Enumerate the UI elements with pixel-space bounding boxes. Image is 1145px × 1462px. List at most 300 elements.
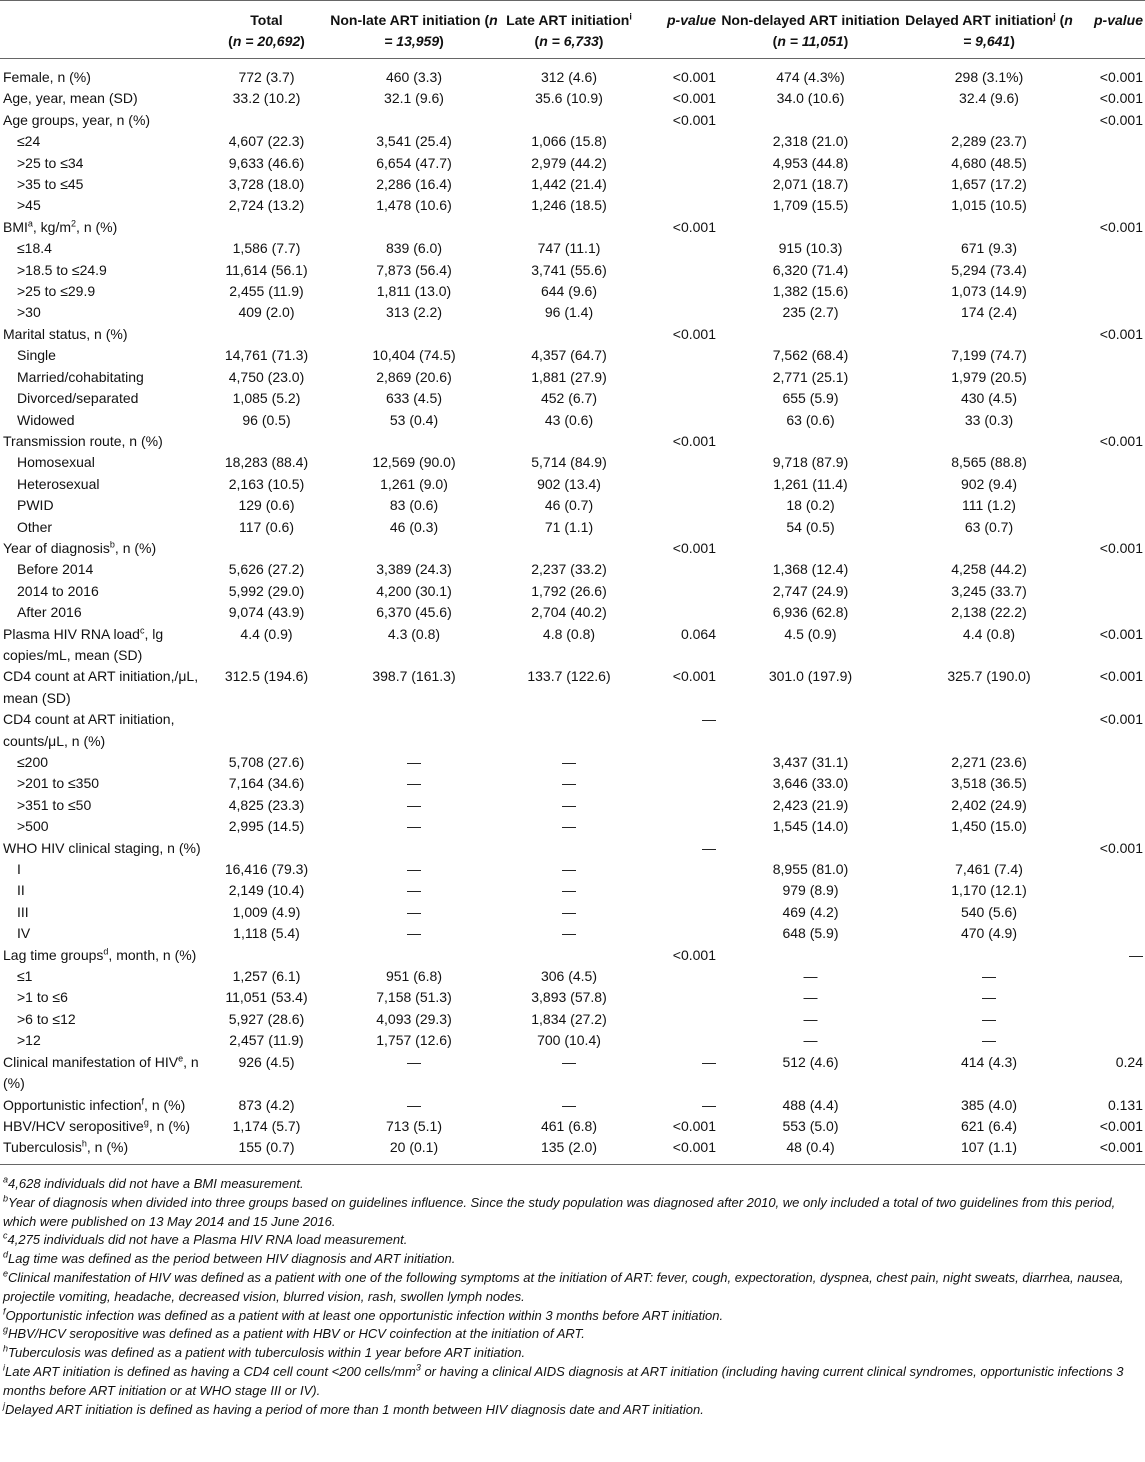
value-cell: 16,416 (79.3): [224, 861, 309, 878]
p-value-cell: <0.001: [1099, 839, 1143, 856]
value-cell: [205, 431, 328, 452]
row-label: [0, 838, 205, 859]
value-cell: —: [562, 882, 576, 899]
p-value-cell: [1075, 238, 1145, 259]
value-cell: —: [562, 754, 576, 770]
row-label-text: Before 2014: [17, 561, 94, 578]
p-value-cell: <0.001: [672, 111, 716, 128]
table-row: [0, 902, 1145, 923]
row-label-text: >25 to ≤29.9: [17, 283, 96, 300]
value-cell: 1,834 (27.2): [531, 1010, 607, 1027]
value-cell: 671 (9.3): [960, 240, 1018, 257]
header-delayed-n: n = 9,641: [963, 12, 1073, 49]
table-row: [0, 1137, 1145, 1164]
row-label-text: >12: [17, 1032, 41, 1049]
table-row: [0, 1116, 1145, 1137]
p-value-cell: 0.131: [1107, 1096, 1143, 1113]
value-cell: 7,158 (51.3): [376, 989, 452, 1006]
header-variable: [0, 1, 205, 59]
p-value-cell: [1075, 966, 1145, 987]
row-label-text: Transmission route, n (%): [3, 432, 163, 449]
value-cell: 96 (1.4): [544, 304, 594, 321]
row-label: [0, 345, 205, 366]
value-cell: —: [407, 796, 421, 813]
value-cell: —: [407, 925, 421, 942]
table-row: [0, 217, 1145, 238]
p-value-cell: [638, 260, 718, 281]
table-row: [0, 538, 1145, 559]
value-cell: 96 (0.5): [242, 411, 291, 428]
value-cell: 48 (0.4): [718, 1137, 903, 1164]
header-non-late-label: Non-late ART initiation: [330, 12, 481, 28]
row-label-text: CD4 count at ART initiation, counts/μL, n (%): [3, 711, 175, 749]
value-cell: 312 (4.6): [540, 69, 598, 85]
p-value-cell: <0.001: [638, 1137, 718, 1164]
p-value-cell: [1075, 795, 1145, 816]
row-label-text: After 2016: [17, 604, 82, 621]
value-cell: 2,704 (40.2): [531, 604, 607, 621]
value-cell: 2,271 (23.6): [951, 754, 1027, 770]
p-value-cell: [638, 902, 718, 923]
value-cell: 4,750 (23.0): [228, 368, 305, 385]
value-cell: 3,518 (36.5): [951, 775, 1027, 792]
value-cell: 2,995 (14.5): [228, 818, 305, 835]
value-cell: [500, 217, 638, 238]
p-value-cell: —: [702, 1096, 716, 1113]
p-value-cell: —: [702, 839, 716, 856]
value-cell: [718, 945, 903, 966]
value-cell: 3,893 (57.8): [531, 989, 607, 1006]
value-cell: [205, 538, 328, 559]
row-label-text: >500: [17, 818, 49, 835]
p-value-cell: <0.001: [1099, 218, 1143, 235]
row-label-text: Homosexual: [17, 454, 95, 471]
row-label-text: , kg/m: [32, 218, 72, 235]
value-cell: 129 (0.6): [238, 497, 295, 514]
p-value-cell: [1075, 345, 1145, 366]
row-label-text: Clinical manifestation of HIV: [3, 1053, 179, 1070]
value-cell: 1,261 (9.0): [380, 475, 448, 492]
value-cell: 20 (0.1): [328, 1137, 500, 1164]
table-row: [0, 238, 1145, 259]
value-cell: 107 (1.1): [903, 1137, 1075, 1164]
value-cell: —: [407, 1096, 421, 1113]
value-cell: 1,066 (15.8): [531, 133, 607, 150]
table-row: [0, 624, 1145, 667]
p-value-cell: [638, 345, 718, 366]
value-cell: 6,320 (71.4): [772, 261, 849, 278]
row-label: [0, 88, 205, 109]
footnote: [3, 1269, 1141, 1307]
value-cell: 63 (0.7): [964, 518, 1014, 535]
value-cell: [205, 838, 328, 859]
value-cell: 34.0 (10.6): [776, 90, 845, 107]
row-label: [0, 59, 205, 89]
header-non-delayed-n: n = 11,051: [777, 33, 844, 49]
row-label-text: IV: [17, 925, 31, 942]
row-label-text: Single: [17, 347, 56, 364]
row-label-text: Married/cohabitating: [17, 368, 144, 385]
row-label-text: Divorced/separated: [17, 390, 139, 407]
value-cell: 3,741 (55.6): [531, 261, 607, 278]
value-cell: 4,607 (22.3): [228, 133, 305, 150]
footnote: [3, 1250, 1141, 1269]
value-cell: 4.3 (0.8): [387, 625, 441, 642]
footnote-mark: g: [3, 1325, 9, 1336]
footnote-mark: b: [3, 1193, 9, 1204]
row-label: [0, 902, 205, 923]
value-cell: 1,792 (26.6): [531, 582, 607, 599]
header-pvalue-2-label: p-value: [1093, 12, 1143, 28]
value-cell: 18 (0.2): [786, 497, 835, 514]
table-row: [0, 1009, 1145, 1030]
header-delayed: Delayed ART initiation$^j$ (n = 9,641): [903, 1, 1075, 59]
value-cell: 3,389 (24.3): [376, 561, 452, 578]
value-cell: 155 (0.7): [205, 1137, 328, 1164]
row-label-text: III: [17, 903, 29, 920]
p-value-cell: —: [702, 1053, 716, 1070]
value-cell: 4,093 (29.3): [376, 1010, 452, 1027]
value-cell: [328, 110, 500, 131]
value-cell: 117 (0.6): [239, 518, 294, 535]
table-row: [0, 709, 1145, 752]
row-label-text: 2014 to 2016: [17, 582, 99, 599]
value-cell: 4,953 (44.8): [772, 154, 849, 171]
row-label: [0, 581, 205, 602]
table-row: [0, 174, 1145, 195]
row-label: [0, 923, 205, 944]
value-cell: —: [407, 861, 421, 878]
value-cell: —: [407, 754, 421, 770]
value-cell: 18,283 (88.4): [224, 454, 309, 471]
row-label: [0, 1116, 205, 1137]
value-cell: 644 (9.6): [540, 283, 598, 300]
header-late-label: Late ART initiation: [506, 12, 630, 28]
value-cell: [500, 945, 638, 966]
row-label-text: >18.5 to ≤24.9: [17, 261, 107, 278]
value-cell: [328, 709, 500, 752]
row-label: [0, 795, 205, 816]
value-cell: 5,992 (29.0): [228, 582, 305, 599]
row-label-text: , month, n (%): [108, 946, 197, 963]
value-cell: 2,423 (21.9): [772, 796, 849, 813]
p-value-cell: [638, 153, 718, 174]
value-cell: 633 (4.5): [385, 390, 443, 407]
table-row: [0, 474, 1145, 495]
row-label: [0, 302, 205, 323]
table-body: [0, 59, 1145, 1165]
value-cell: 2,286 (16.4): [376, 176, 452, 193]
value-cell: 53 (0.4): [389, 411, 439, 428]
value-cell: 301.0 (197.9): [768, 668, 853, 685]
p-value-cell: [1075, 987, 1145, 1008]
value-cell: 8,565 (88.8): [951, 454, 1027, 471]
p-value-cell: [1075, 302, 1145, 323]
p-value-cell: [1075, 388, 1145, 409]
value-cell: 133.7 (122.6): [527, 668, 611, 685]
p-value-cell: [638, 517, 718, 538]
footnote: [3, 1344, 1141, 1363]
value-cell: [205, 324, 328, 345]
row-label: [0, 1030, 205, 1051]
value-cell: [205, 709, 328, 752]
row-label: [0, 195, 205, 216]
value-cell: 4.5 (0.9): [784, 625, 837, 642]
value-cell: 2,289 (23.7): [951, 133, 1027, 150]
p-value-cell: [1075, 517, 1145, 538]
p-value-cell: [638, 966, 718, 987]
value-cell: [205, 110, 328, 131]
value-cell: 1,382 (15.6): [772, 283, 849, 300]
value-cell: 2,237 (33.2): [531, 561, 607, 578]
value-cell: 409 (2.0): [238, 304, 295, 321]
table-row: [0, 153, 1145, 174]
value-cell: 540 (5.6): [960, 903, 1018, 920]
value-cell: —: [562, 925, 576, 942]
footnote: [3, 1325, 1141, 1344]
row-label-text: ≤200: [17, 754, 49, 770]
p-value-cell: [1075, 880, 1145, 901]
row-label: [0, 709, 205, 752]
footnote-text: Late ART initiation is defined as having a CD4 cell count <200 cells/mm: [5, 1363, 416, 1379]
row-label: [0, 474, 205, 495]
row-label: [0, 431, 205, 452]
value-cell: —: [803, 968, 818, 985]
table-row: [0, 795, 1145, 816]
value-cell: [718, 431, 903, 452]
p-value-cell: <0.001: [672, 432, 716, 449]
value-cell: 8,955 (81.0): [772, 861, 849, 878]
footnote-text: Delayed ART initiation is defined as having a period of more than 1 month between HIV diagnosis date and ART initiation.: [5, 1401, 704, 1417]
value-cell: —: [803, 989, 818, 1006]
table-row: [0, 431, 1145, 452]
value-cell: 174 (2.4): [960, 304, 1018, 321]
header-non-delayed: Non-delayed ART initiation (n = 11,051): [718, 1, 903, 59]
table-row: [0, 388, 1145, 409]
value-cell: —: [562, 775, 576, 792]
value-cell: 11,051 (53.4): [225, 989, 308, 1006]
value-cell: —: [562, 861, 576, 878]
footnote: [3, 1401, 1141, 1420]
value-cell: [328, 324, 500, 345]
p-value-cell: [1075, 859, 1145, 880]
value-cell: 713 (5.1): [385, 1117, 443, 1134]
value-cell: 5,626 (27.2): [228, 561, 305, 578]
value-cell: [718, 324, 903, 345]
header-non-late-n: n = 13,959: [384, 12, 498, 49]
value-cell: 1,174 (5.7): [232, 1117, 301, 1134]
value-cell: 4.8 (0.8): [542, 625, 596, 642]
table-row: [0, 131, 1145, 152]
value-cell: 32.1 (9.6): [384, 90, 444, 107]
p-value-cell: [1075, 816, 1145, 837]
p-value-cell: [1075, 1030, 1145, 1051]
row-label-text: >25 to ≤34: [17, 154, 84, 171]
value-cell: [718, 709, 903, 752]
header-total-n: n = 20,692: [232, 33, 301, 49]
row-label-text: Other: [17, 518, 53, 535]
row-label: [0, 538, 205, 559]
value-cell: —: [803, 1010, 818, 1027]
p-value-cell: [638, 559, 718, 580]
value-cell: [328, 538, 500, 559]
value-cell: 4,258 (44.2): [951, 561, 1027, 578]
value-cell: 111 (1.2): [962, 497, 1016, 514]
value-cell: 35.6 (10.9): [535, 90, 603, 107]
row-label: [0, 388, 205, 409]
row-label: [0, 945, 205, 966]
p-value-cell: [638, 1009, 718, 1030]
p-value-cell: <0.001: [1099, 90, 1143, 107]
row-label-text: , lg copies/mL, mean (SD): [3, 625, 164, 663]
header-delayed-label: Delayed ART initiation: [905, 12, 1054, 28]
row-label-text: , n (%): [148, 1117, 191, 1134]
row-label-text: >6 to ≤12: [17, 1010, 76, 1027]
value-cell: 14,761 (71.3): [224, 347, 309, 364]
p-value-cell: [638, 773, 718, 794]
table-row: [0, 987, 1145, 1008]
value-cell: 1,015 (10.5): [951, 197, 1027, 214]
table-row: [0, 495, 1145, 516]
row-label: [0, 773, 205, 794]
row-label-text: Heterosexual: [17, 475, 100, 492]
footnote-text: 4,628 individuals did not have a BMI measurement.: [8, 1176, 304, 1191]
value-cell: [903, 217, 1075, 238]
p-value-cell: [638, 238, 718, 259]
value-cell: 460 (3.3): [385, 69, 443, 85]
value-cell: —: [982, 968, 996, 985]
row-label-text: Opportunistic infection: [3, 1096, 142, 1113]
table-row: [0, 923, 1145, 944]
p-value-cell: [638, 495, 718, 516]
p-value-cell: <0.001: [672, 668, 716, 685]
p-value-cell: 0.064: [680, 625, 716, 642]
table-row: [0, 367, 1145, 388]
value-cell: 1,246 (18.5): [531, 197, 607, 214]
row-label: [0, 816, 205, 837]
p-value-cell: [1075, 410, 1145, 431]
table-row: [0, 410, 1145, 431]
value-cell: 313 (2.2): [385, 304, 443, 321]
row-label: [0, 281, 205, 302]
header-row: [0, 1, 1145, 59]
value-cell: 1,586 (7.7): [232, 240, 301, 257]
value-cell: 11,614 (56.1): [225, 261, 308, 278]
p-value-cell: [1075, 752, 1145, 773]
p-value-cell: [638, 131, 718, 152]
value-cell: 5,708 (27.6): [228, 754, 305, 770]
row-label: [0, 1052, 205, 1095]
value-cell: 63 (0.6): [786, 411, 835, 428]
row-label-text: ≤18.4: [17, 240, 52, 257]
p-value-cell: [638, 602, 718, 623]
p-value-cell: [638, 581, 718, 602]
table-row: [0, 602, 1145, 623]
row-label: [0, 1095, 205, 1116]
p-value-cell: [638, 452, 718, 473]
value-cell: [903, 709, 1075, 752]
value-cell: 1,657 (17.2): [951, 176, 1027, 193]
value-cell: [718, 838, 903, 859]
value-cell: —: [562, 818, 576, 835]
value-cell: 2,869 (20.6): [376, 368, 452, 385]
value-cell: 1,811 (13.0): [376, 283, 452, 300]
p-value-cell: [638, 474, 718, 495]
p-value-cell: 0.24: [1115, 1053, 1143, 1070]
p-value-cell: [638, 880, 718, 901]
p-value-cell: [1075, 902, 1145, 923]
value-cell: 6,654 (47.7): [376, 154, 452, 171]
value-cell: —: [407, 818, 421, 835]
footnote-mark: j: [3, 1400, 5, 1411]
unit-superscript: 3: [415, 1362, 421, 1373]
value-cell: 915 (10.3): [778, 240, 843, 257]
value-cell: 12,569 (90.0): [372, 454, 456, 471]
row-label-text: , n (%): [114, 539, 157, 556]
value-cell: [903, 838, 1075, 859]
value-cell: —: [562, 796, 576, 813]
p-value-cell: <0.001: [1099, 539, 1143, 556]
value-cell: 414 (4.3): [960, 1053, 1018, 1070]
value-cell: [718, 538, 903, 559]
value-cell: 2,457 (11.9): [229, 1032, 304, 1049]
footnote: [3, 1307, 1141, 1326]
row-label: [0, 153, 205, 174]
footnote-text: 4,275 individuals did not have a Plasma HIV RNA load measurement.: [7, 1232, 408, 1248]
value-cell: [328, 431, 500, 452]
value-cell: 3,646 (33.0): [772, 775, 849, 792]
p-value-cell: [1075, 581, 1145, 602]
row-label: [0, 602, 205, 623]
p-value-cell: [1075, 174, 1145, 195]
footnote-mark: d: [3, 1249, 9, 1260]
value-cell: 926 (4.5): [238, 1053, 295, 1070]
p-value-cell: <0.001: [672, 325, 716, 342]
table-row: [0, 880, 1145, 901]
row-label-text: Lag time groups: [3, 946, 104, 963]
value-cell: 1,450 (15.0): [951, 818, 1027, 835]
row-label: [0, 410, 205, 431]
value-cell: —: [982, 1032, 996, 1049]
p-value-cell: [1075, 153, 1145, 174]
footnote-mark: g: [143, 1117, 149, 1128]
value-cell: [718, 110, 903, 131]
value-cell: —: [803, 1032, 818, 1049]
value-cell: 33.2 (10.2): [232, 90, 301, 107]
table-row: [0, 517, 1145, 538]
table-row: [0, 966, 1145, 987]
value-cell: 1,478 (10.6): [376, 197, 452, 214]
value-cell: 469 (4.2): [782, 903, 839, 920]
footnote-mark: d: [103, 946, 109, 956]
table-row: [0, 59, 1145, 89]
value-cell: [903, 324, 1075, 345]
row-label: [0, 367, 205, 388]
p-value-cell: —: [1129, 946, 1143, 963]
value-cell: 46 (0.7): [544, 497, 594, 514]
footnote-text: Tuberculosis was defined as a patient with tuberculosis within 1 year before ART initiation.: [8, 1345, 526, 1361]
value-cell: 430 (4.5): [960, 390, 1018, 407]
value-cell: 3,437 (31.1): [772, 754, 849, 770]
value-cell: —: [562, 1053, 576, 1070]
value-cell: 2,138 (22.2): [951, 604, 1027, 621]
footnote-mark: h: [3, 1343, 9, 1354]
p-value-cell: [638, 1030, 718, 1051]
value-cell: [328, 945, 500, 966]
header-late-footnote-mark: i: [629, 11, 632, 22]
value-cell: —: [562, 1096, 576, 1113]
value-cell: 2,402 (24.9): [951, 796, 1027, 813]
